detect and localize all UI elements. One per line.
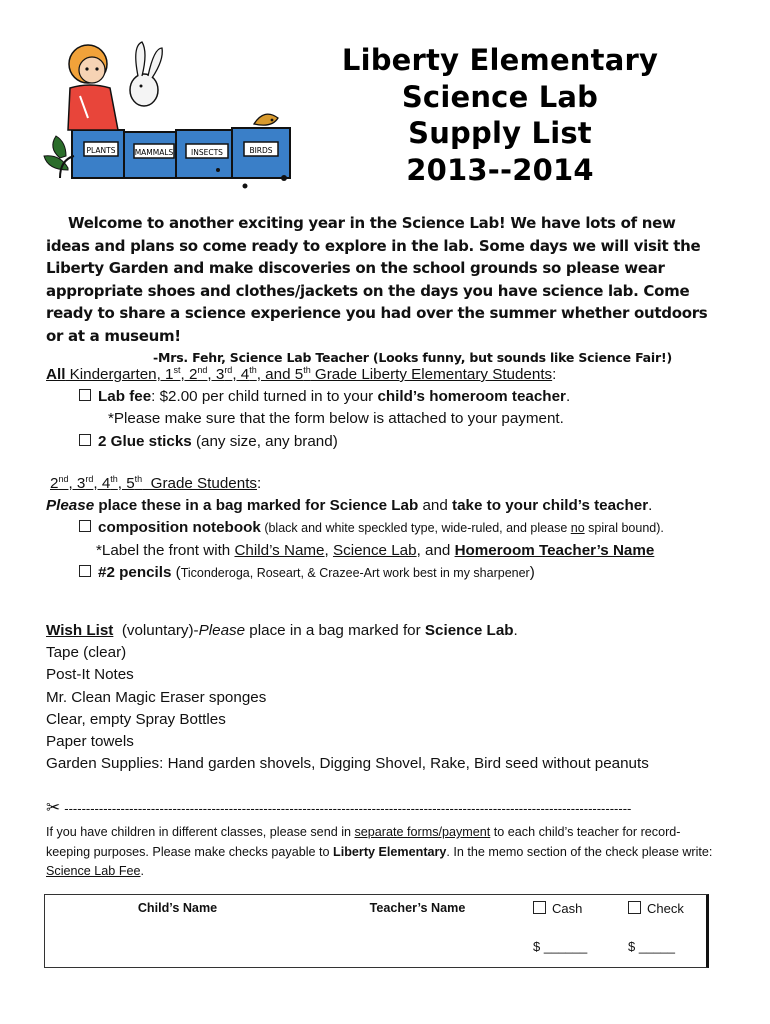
lab-fee-label: Lab fee [98, 388, 152, 406]
amount-blank: _____ [638, 939, 676, 954]
glue-sticks-item [46, 431, 736, 453]
label-text: , and [416, 541, 455, 559]
pencils-label: #2 pencils [98, 563, 172, 581]
heading-colon: : [552, 366, 557, 383]
heading-text: 2 [50, 475, 59, 492]
check-checkbox[interactable] [628, 901, 641, 914]
clipart-label-birds: BIRDS [249, 146, 273, 155]
payment-form [44, 894, 709, 968]
list-item: Mr. Clean Magic Eraser sponges [46, 688, 267, 706]
title-line: Supply List [408, 116, 592, 150]
ordinal: th [110, 474, 118, 484]
ordinal: rd [224, 365, 233, 375]
checkbox[interactable] [79, 520, 91, 532]
list-item: Tape (clear) [46, 644, 127, 662]
ordinal: nd [197, 365, 208, 375]
check-label: Check [647, 901, 684, 916]
teacher-name-header: Teacher’s Name [369, 901, 466, 915]
note-text: If you have children in different classes, please send in [46, 825, 355, 839]
upper-grades-heading [46, 473, 736, 495]
title-line: Liberty Elementary [341, 43, 659, 77]
payment-note [46, 823, 716, 882]
upper-grades-instruction [46, 495, 736, 517]
instruction-text: . [648, 497, 653, 515]
child-name-header: Child’s Name [137, 901, 218, 915]
list-item: Paper towels [46, 733, 134, 751]
please-word: Please [46, 497, 95, 515]
wish-list-section [46, 620, 736, 775]
heading-text: , 2 [180, 366, 198, 383]
ordinal: st [173, 365, 181, 375]
cash-checkbox[interactable] [533, 901, 546, 914]
cash-amount[interactable] [533, 939, 587, 954]
heading-text: , 4 [93, 475, 111, 492]
note-memo: Science Lab Fee [46, 864, 141, 879]
wish-list-text: place in a bag marked for [245, 622, 425, 639]
wish-list-heading [46, 620, 736, 642]
notebook-label: composition notebook [98, 519, 261, 537]
ordinal: th [134, 474, 143, 484]
checkbox[interactable] [79, 434, 91, 446]
title-line: 2013--2014 [406, 152, 594, 187]
pencils-detail: Ticonderoga, Roseart, & Crazee-Art work best in my sharpener [180, 565, 530, 580]
notebook-detail-end: spiral bound). [584, 521, 664, 536]
heading-text: , 5 [117, 475, 135, 492]
ordinal: th [249, 365, 257, 375]
teacher-name-column[interactable] [310, 895, 525, 967]
clipart-label-plants: PLANTS [86, 146, 116, 155]
heading-text: , 3 [207, 366, 225, 383]
dollar-sign: $ [533, 939, 541, 954]
pencils-item [46, 562, 736, 584]
clipart-label-mammals: MAMMALS [134, 148, 174, 157]
check-column [620, 895, 708, 967]
all-students-section [46, 364, 736, 453]
wish-list-science-lab: Science Lab [424, 622, 514, 639]
wish-list-text: (voluntary)- [113, 622, 199, 639]
heading-text: Grade Students [142, 475, 258, 492]
intro-paragraph: Welcome to another exciting year in the Science Lab! We have lots of new ideas and plans so come ready to explore in the lab. Some days we will visit the Liberty Garden and make discoveries on the school grounds so please wear appropriate shoes and clothes/jackets on the days you have science lab. Come ready to share a science experience you had over the summer whether outdoors or at a museum! [46, 214, 708, 345]
lab-fee-end: . [565, 388, 571, 406]
child-name-column[interactable] [45, 895, 310, 967]
form-attach-note: *Please make sure that the form below is attached to your payment. [108, 410, 564, 428]
lab-fee-item [46, 386, 736, 408]
checkbox[interactable] [79, 389, 91, 401]
heading-text: , and 5 [256, 366, 304, 383]
all-students-heading [46, 364, 736, 386]
upper-grades-section [46, 473, 736, 584]
check-amount[interactable] [628, 939, 675, 954]
pencils-paren: ) [529, 563, 535, 581]
list-item: Garden Supplies: Hand garden shovels, Digging Shovel, Rake, Bird seed without peanuts [46, 755, 649, 773]
list-item: Post-It Notes [46, 666, 134, 684]
instruction-text: and [418, 497, 453, 515]
dash-line: ----------------------------------------------------------------------------------------------------------------------------------- [64, 801, 632, 816]
dollar-sign: $ [628, 939, 636, 954]
pencils-paren: ( [171, 563, 181, 581]
note-payee: Liberty Elementary [333, 844, 447, 859]
heading-text: , 4 [232, 366, 250, 383]
heading-text: Kindergarten, 1 [65, 366, 174, 383]
ordinal: th [303, 365, 311, 375]
glue-sticks-detail: (any size, any brand) [191, 432, 338, 450]
glue-sticks-label: 2 Glue sticks [98, 432, 192, 450]
label-child-name: Child’s Name [234, 541, 325, 559]
note-text: . [140, 864, 145, 879]
notebook-no: no [570, 521, 585, 536]
notebook-detail: (black and white speckled type, wide-ruled, and please [260, 521, 571, 536]
label-instruction [46, 540, 736, 562]
heading-text: , 3 [68, 475, 86, 492]
cash-label: Cash [552, 901, 583, 916]
lab-fee-text: : $2.00 per child turned in to your [151, 388, 378, 406]
instruction-bold: take to your child’s teacher [452, 497, 649, 515]
ordinal: rd [85, 474, 94, 484]
please-word: Please [198, 622, 246, 639]
title-line: Science Lab [401, 79, 599, 114]
instruction-bold: place these in a bag marked for Science Lab [94, 497, 419, 515]
check-option[interactable] [628, 901, 684, 916]
document-title [300, 42, 700, 188]
note-text: to each child’s teacher for record-keeping purposes. Please make checks payable to [46, 825, 681, 859]
wish-list-text: . [513, 622, 518, 639]
label-text: *Label the front with [96, 541, 235, 559]
note-text: . In the memo section of the check please write: [446, 844, 713, 859]
classroom-clipart [40, 38, 310, 196]
label-text: , [324, 541, 333, 559]
label-teacher-name: Homeroom Teacher’s Name [454, 541, 655, 559]
heading-colon: : [257, 475, 262, 492]
cut-line [46, 800, 716, 816]
heading-text: Grade Liberty Elementary Students [310, 366, 553, 383]
cash-column [525, 895, 620, 967]
scissors-icon: ✂ [46, 800, 61, 816]
ordinal: nd [58, 474, 69, 484]
clipart-label-insects: INSECTS [191, 148, 223, 157]
checkbox[interactable] [79, 565, 91, 577]
amount-blank: ______ [543, 939, 588, 954]
note-separate-forms: separate forms/payment [354, 825, 491, 839]
teacher-signature: -Mrs. Fehr, Science Lab Teacher (Looks funny, but sounds like Science Fair!) [153, 349, 672, 365]
list-item: Clear, empty Spray Bottles [46, 710, 226, 728]
lab-fee-teacher: child’s homeroom teacher [377, 388, 566, 406]
notebook-item [46, 517, 736, 539]
cash-option[interactable] [533, 901, 582, 916]
label-science-lab: Science Lab [332, 541, 417, 559]
wish-list-title: Wish List [46, 622, 114, 639]
all-word: All [46, 366, 66, 383]
intro-section [46, 212, 716, 368]
